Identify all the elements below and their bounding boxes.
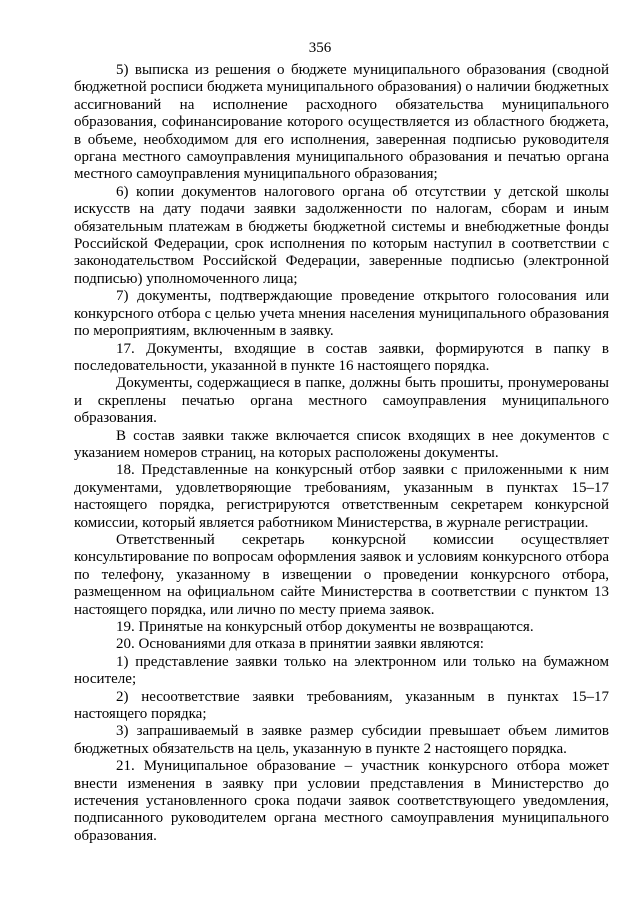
paragraph-clause-20: 20. Основаниями для отказа в принятии заявки являются: (116, 636, 484, 653)
paragraph-folder-requirements: Документы, содержащиеся в папке, должны быть прошиты, пронумерованы и скреплены печатью органа местного самоуправления муниципального образования. (74, 375, 609, 427)
paragraph-secretary-consulting: Ответственный секретарь конкурсной комиссии осуществляет консультирование по вопросам оформления заявок и условиям конкурсного отбора по телефону, указанному в извещении о проведении конкурсного отбора, размещенном на официальном сайте Министерства в соответствии с пунктом 13 настоящего порядка, или лично по месту приема заявок. (74, 531, 609, 618)
paragraph-clause-19: 19. Принятые на конкурсный отбор документы не возвращаются. (116, 619, 534, 635)
paragraph-clause-17: 17. Документы, входящие в состав заявки, формируются в папку в последовательности, указанной в пункте 16 настоящего порядка. (74, 340, 609, 374)
document-body (74, 62, 609, 845)
paragraph-clause-18: 18. Представленные на конкурсный отбор заявки с приложенными к ним документами, удовлетворяющие требованиям, указанным в пунктах 15–17 настоящего порядка, регистрируются ответственным секретарем конкурсной комиссии, который является работником Министерства, в журнале регистрации. (74, 462, 609, 531)
paragraph-document-list: В состав заявки также включается список входящих в нее документов с указанием номеров страниц, на которых расположены документы. (74, 427, 609, 461)
paragraph-item-7: 7) документы, подтверждающие проведение открытого голосования или конкурсного отбора с целью учета мнения населения муниципального образования по мероприятиям, включенным в заявку. (74, 288, 609, 340)
paragraph-refusal-3: 3) запрашиваемый в заявке размер субсидии превышает объем лимитов бюджетных обязательств на цель, указанную в пункте 2 настоящего порядка. (74, 723, 609, 757)
paragraph-refusal-1: 1) представление заявки только на электронном или только на бумажном носителе; (74, 653, 609, 688)
page-number: 356 (308, 40, 332, 56)
paragraph-item-5: 5) выписка из решения о бюджете муниципального образования (сводной бюджетной росписи бюджета муниципального образования) о наличии бюджетных ассигнований на исполнение расходного обязательства муниципального образования, софинансирование которого осуществляется из областного бюджета, в объеме, необходимом для его исполнения, заверенная подписью руководителя органа местного самоуправления муниципального образования и печатью органа местного самоуправления муниципального образования; (74, 62, 609, 183)
paragraph-refusal-2: 2) несоответствие заявки требованиям, указанным в пунктах 15–17 настоящего порядка; (74, 688, 609, 723)
paragraph-clause-21: 21. Муниципальное образование – участник конкурсного отбора может внести изменения в заявку при условии представления в Министерство до истечения установленного срока подачи заявок соответствующего уведомления, подписанного руководителем органа местного самоуправления муниципального образования. (74, 758, 609, 844)
paragraph-item-6: 6) копии документов налогового органа об отсутствии у детской школы искусств на дату подачи заявки задолженности по налогам, сборам и иным обязательным платежам в бюджеты бюджетной системы и внебюджетные фонды Российской Федерации, срок исполнения по которым наступил в соответствии с законодательством Российской Федерации, заверенные подписью (электронной подписью) уполномоченного лица; (74, 183, 609, 287)
